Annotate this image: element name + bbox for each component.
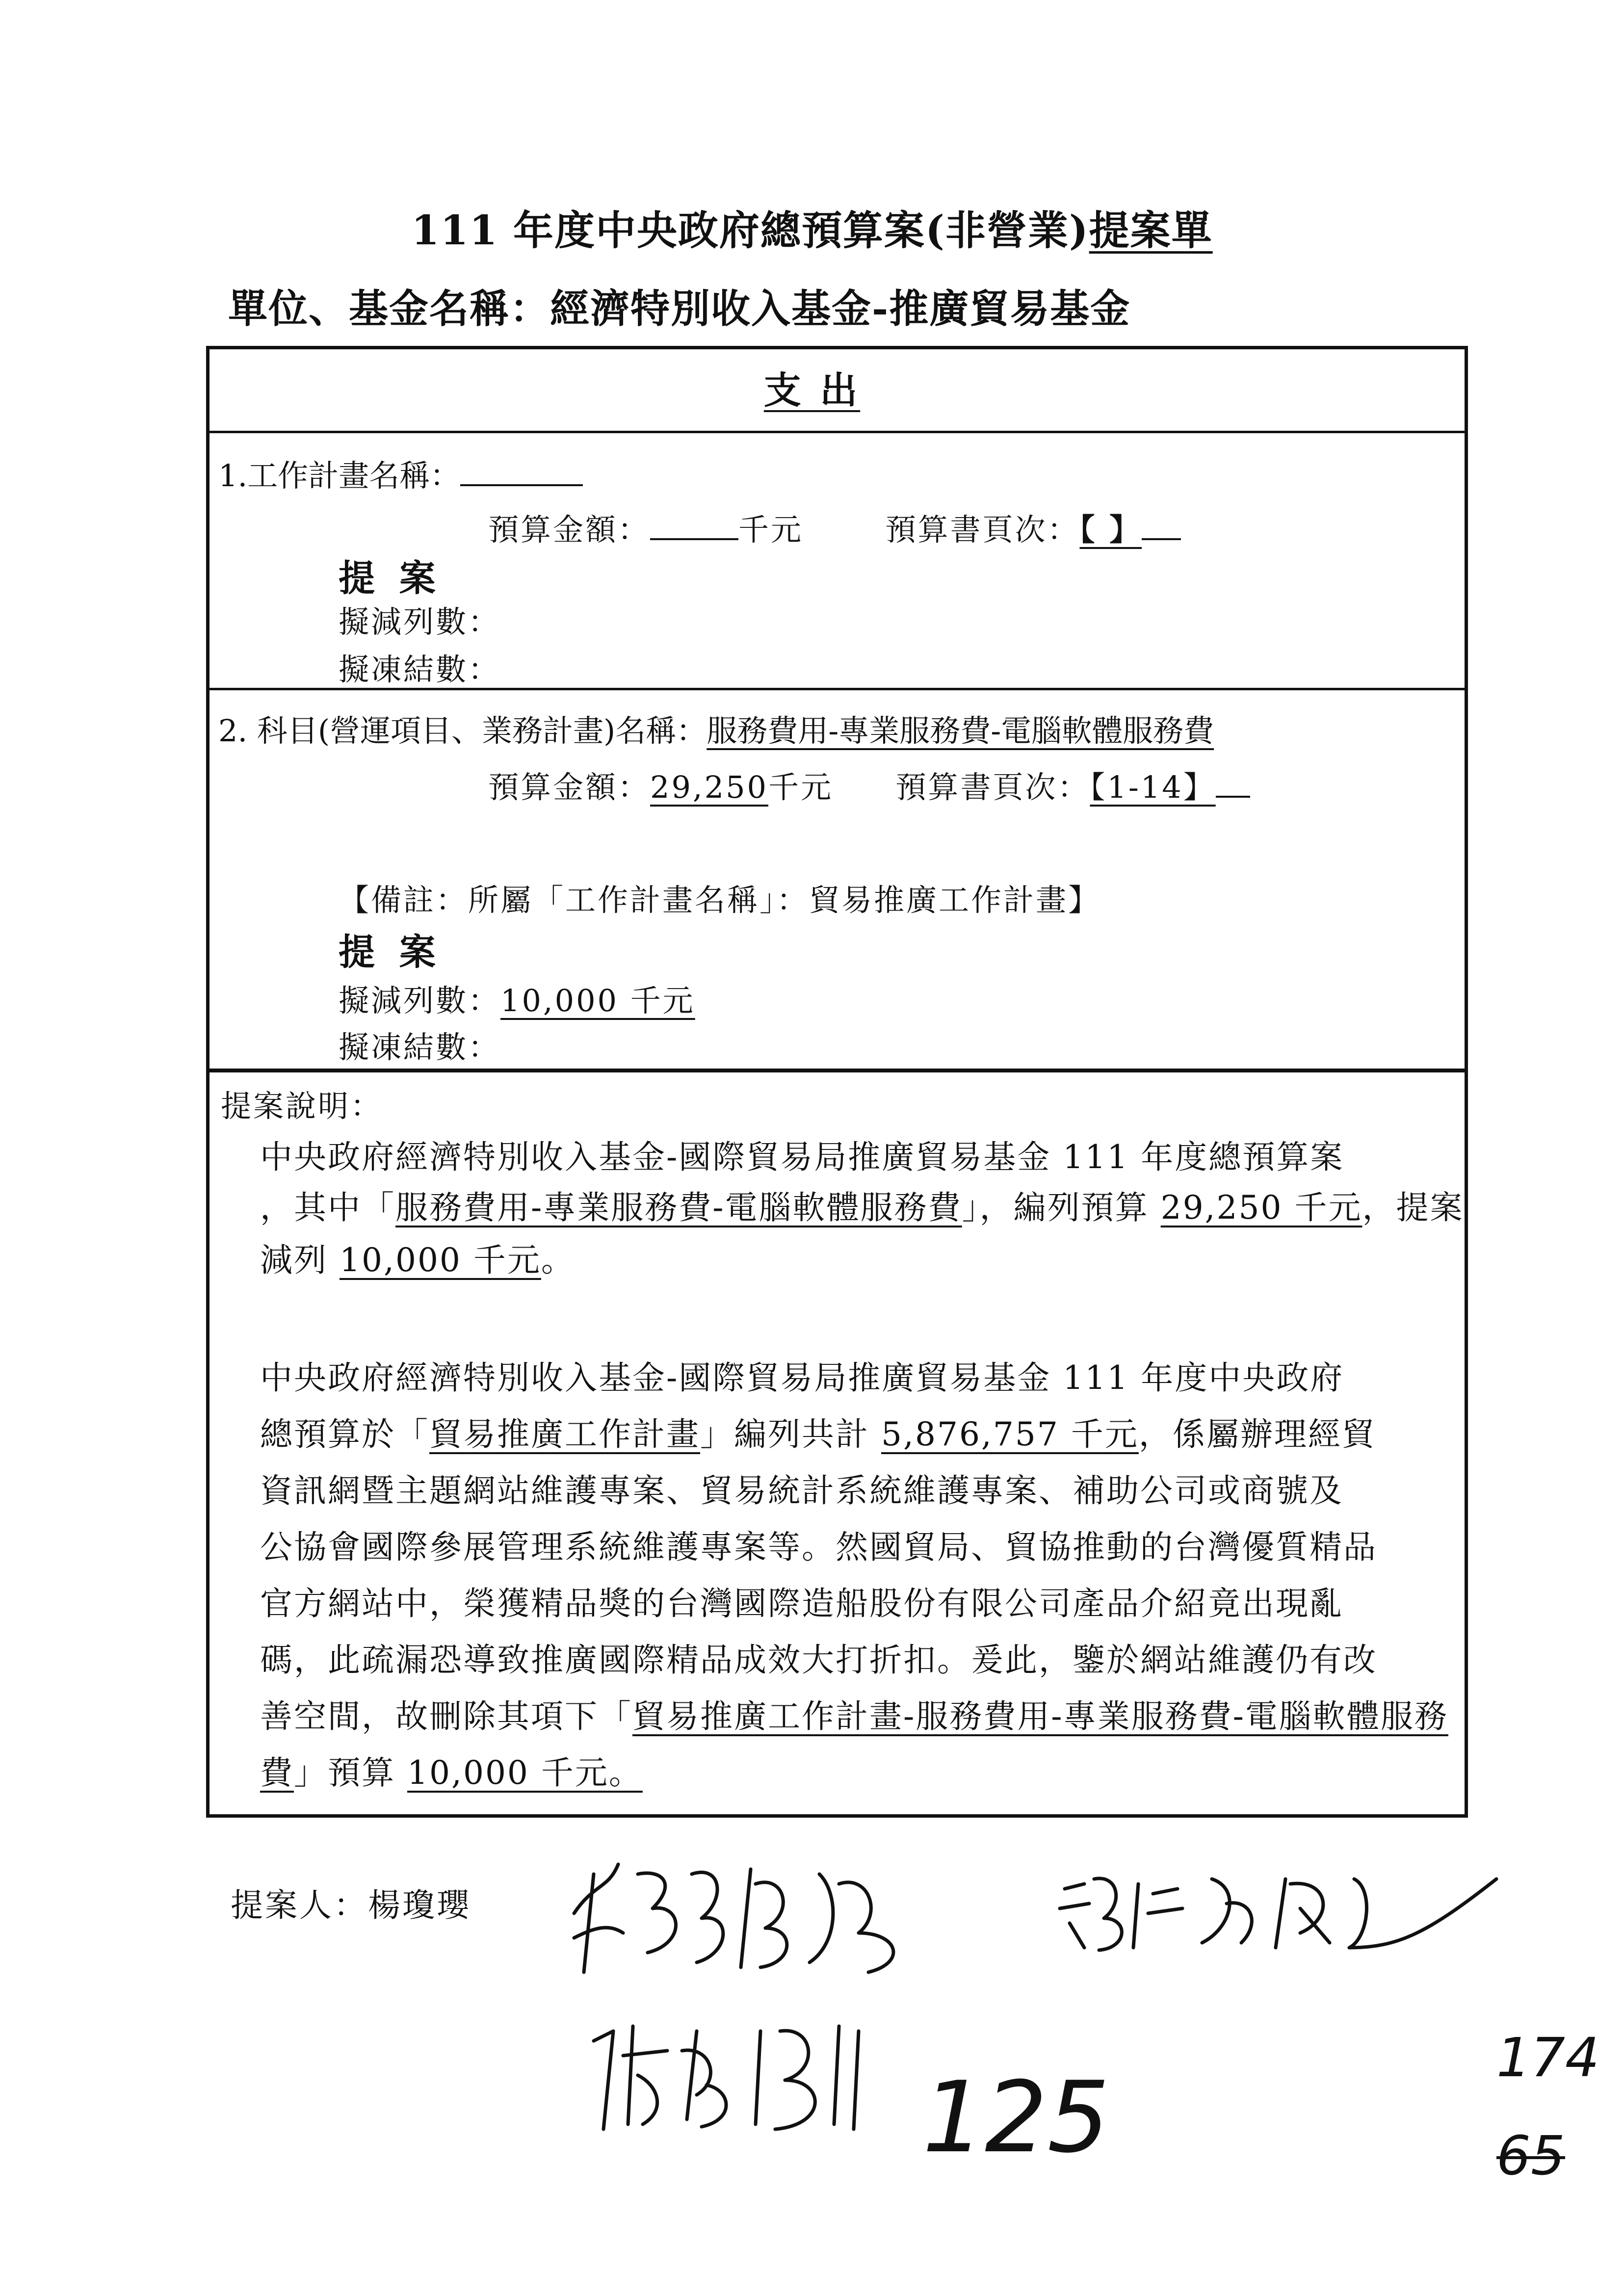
explanation-p2-line3: 資訊網暨主題網站維護專案、貿易統計系統維護專案、補助公司或商號及 [260,1472,1343,1510]
explanation-p2-line2 [260,1408,1376,1455]
item2-reduce-value: 10,000 千元 [500,983,695,1018]
item1-label-row [218,451,583,495]
text-span: 減列 [260,1241,340,1279]
item2-budget-label: 預算金額： [488,769,651,805]
signature-1 [564,1854,937,1982]
item1-label: 1.工作計畫名稱： [218,458,461,494]
item1-budget-row [488,505,1181,549]
page-title [0,199,1624,256]
page-number-handwritten: 125 [922,2061,1110,2175]
item2-reduce-label: 擬減列數： [339,983,501,1018]
item2-budget-row [488,763,1250,807]
item1-page-value: 【 】 [1079,512,1142,548]
explanation-p2-line1: 中央政府經濟特別收入基金-國際貿易局推廣貿易基金 111 年度中央政府 [260,1359,1344,1397]
item1-budget-blank [650,511,738,540]
signature-3 [584,2011,898,2139]
text-span: 善空間，故刪除其項下「 [260,1697,632,1735]
text-span: 」預算 [294,1754,407,1792]
item1-budget-label: 預算金額： [488,512,651,548]
section-divider [206,431,1468,433]
signature-2 [1055,1859,1506,1957]
item2-remark: 【備註：所屬「工作計畫名稱」：貿易推廣工作計畫】 [339,882,1101,918]
text-span: 總預算於「 [260,1415,429,1453]
item1-proposal-heading: 提 案 [339,557,442,600]
item2-page-label: 預算書頁次： [895,769,1090,805]
text-span: 貿易推廣工作計畫 [429,1415,700,1453]
corner-number-top: 174 [1496,2026,1599,2089]
text-span: ，其中「 [260,1189,395,1226]
explanation-p1-line2 [260,1181,1464,1228]
item1-reduce-label: 擬減列數： [339,604,501,640]
text-span: 29,250 千元 [1160,1189,1362,1226]
title-main: 111 年度中央政府總預算案(非營業) [411,207,1089,254]
unit-fund-name: 單位、基金名稱：經濟特別收入基金-推廣貿易基金 [228,286,1131,332]
text-span: 10,000 千元 [339,1241,541,1279]
explanation-p2-line6: 碼，此疏漏恐導致推廣國際精品成效大打折扣。爰此，鑒於網站維護仍有改 [260,1641,1377,1679]
item2-freeze-label: 擬凍結數： [339,1029,501,1065]
text-span: ，係屬辦理經貿 [1138,1415,1376,1453]
item2-budget-unit: 千元 [768,769,833,805]
item2-page-value: 【1-14】 [1090,769,1216,805]
explanation-p2-line7 [260,1690,1448,1737]
explanation-heading: 提案說明： [221,1088,383,1124]
explanation-p2-line4: 公協會國際參展管理系統維護專案等。然國貿局、貿協推動的台灣優質精品 [260,1528,1377,1566]
item2-label: 2. 科目(營運項目、業務計畫)名稱： [218,713,707,749]
text-span: 」，編列預算 [962,1189,1161,1226]
text-span: ，提案 [1362,1189,1464,1226]
item2-proposal-heading: 提 案 [339,931,442,973]
item2-reduce-row [339,976,695,1020]
text-span: 10,000 千元。 [407,1754,643,1792]
text-span: 5,876,757 千元 [881,1415,1139,1453]
text-span: 費 [260,1754,294,1792]
item1-page-label: 預算書頁次： [885,512,1080,548]
section-header: 支 出 [763,368,861,412]
corner-number-bottom-struck: 65 [1496,2124,1565,2187]
text-span: 服務費用-專業服務費-電腦軟體服務費 [395,1189,962,1226]
item1-name-blank [460,457,583,486]
item1-freeze-label: 擬凍結數： [339,652,501,687]
title-underlined: 提案單 [1089,207,1213,254]
text-span: 」編列共計 [700,1415,881,1453]
text-span: 。 [541,1241,575,1279]
item2-label-row [218,706,1214,750]
explanation-divider [206,1069,1468,1072]
explanation-p1-line1: 中央政府經濟特別收入基金-國際貿易局推廣貿易基金 111 年度總預算案 [260,1138,1344,1176]
proposer-label: 提案人：楊瓊瓔 [231,1886,471,1924]
item1-budget-unit: 千元 [738,512,804,548]
item2-budget-value: 29,250 [650,769,768,805]
explanation-p1-line3 [260,1234,575,1280]
explanation-p2-line5: 官方網站中，榮獲精品獎的台灣國際造船股份有限公司產品介紹竟出現亂 [260,1585,1343,1622]
explanation-p2-line8 [260,1747,643,1793]
item2-name-value: 服務費用-專業服務費-電腦軟體服務費 [707,713,1214,749]
text-span: 貿易推廣工作計畫-服務費用-專業服務費-電腦軟體服務 [632,1697,1448,1735]
